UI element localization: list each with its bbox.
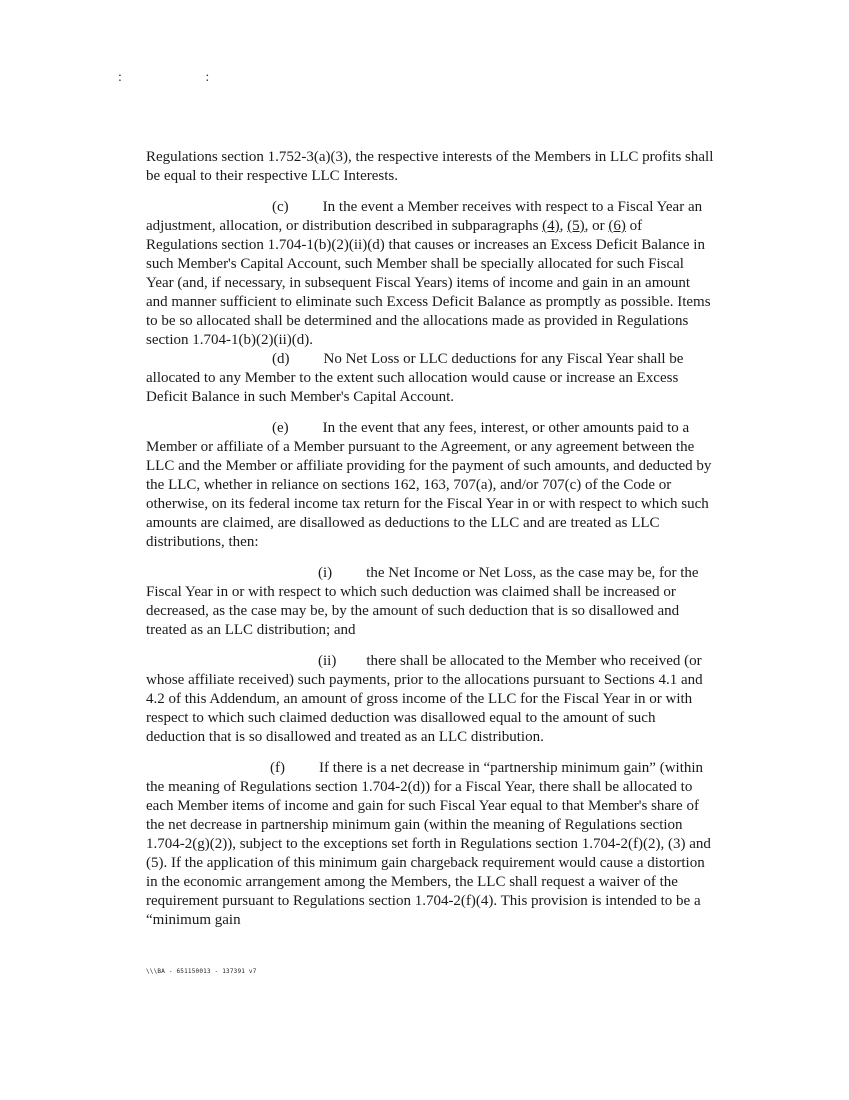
paragraph-d-text: No Net Loss or LLC deductions for any Fiscal Year shall be allocated to any Member to the extent such allocation would cause or increase an Excess Deficit Balance in such Member's Capital Account. xyxy=(146,351,684,405)
document-page xyxy=(146,148,714,942)
paragraph-f-text: If there is a net decrease in “partnership minimum gain” (within the meaning of Regulations section 1.704-2(d)) for a Fiscal Year, there shall be allocated to each Member items of income and gain for such Fiscal Year equal to that Member's share of the net decrease in partnership minimum gain (within the meaning of Regulations section 1.704-2(g)(2)), subject to the exceptions set forth in Regulations section 1.704-2(f)(2), (3) and (5). If the application of this minimum gain chargeback requirement would cause a distortion in the economic arrangement among the Members, the LLC shall request a waiver of the requirement pursuant to Regulations section 1.704-2(f)(4). This provision is intended to be a “minimum gain xyxy=(146,760,711,928)
paragraph-c-text-end: of Regulations section 1.704-1(b)(2)(ii)(d) that causes or increases an Excess Deficit Balance in such Member's Capital Account, such Member shall be specially allocated for such Fiscal Year (and, if necessary, in subsequent Fiscal Years) items of income and gain in an amount and manner sufficient to eliminate such Excess Deficit Balance as promptly as possible. Items to be so allocated shall be determined and the allocations made as provided in Regulations section 1.704-1(b)(2)(ii)(d). xyxy=(146,218,711,348)
paragraph-c-text-start: In the event a Member receives with respect to a Fiscal Year an adjustment, allocation, or distribution described in subparagraphs xyxy=(146,199,703,234)
paragraph-c-sep1: , xyxy=(559,218,568,234)
paragraph-c-sep2: , or xyxy=(584,218,609,234)
paragraph-c-label: (c) xyxy=(272,199,289,215)
paragraph-c xyxy=(146,198,714,350)
subparagraph-4-ref: (4) xyxy=(542,218,560,234)
subparagraph-5-ref: (5) xyxy=(567,218,585,234)
intro-paragraph xyxy=(146,148,714,186)
intro-text: Regulations section 1.752-3(a)(3), the respective interests of the Members in LLC profits shall be equal to their respective LLC Interests. xyxy=(146,149,714,184)
paragraph-f-label: (f) xyxy=(270,760,285,776)
paragraph-e-label: (e) xyxy=(272,420,289,436)
paragraph-e-ii-text: there shall be allocated to the Member who received (or whose affiliate received) such payments, prior to the allocations pursuant to Sections 4.1 and 4.2 of this Addendum, an amount of gross income of the LLC for the Fiscal Year in or with respect to which such claimed deduction was disallowed equal to the amount of such deduction that is so disallowed and treated as an LLC distribution. xyxy=(146,653,703,745)
paragraph-d-label: (d) xyxy=(272,351,290,367)
scan-marks: : : xyxy=(118,70,250,85)
subparagraph-6-ref: (6) xyxy=(608,218,626,234)
paragraph-e-text: In the event that any fees, interest, or other amounts paid to a Member or affiliate of a Member pursuant to the Agreement, or any agreement between the LLC and the Member or affiliate providing for the payment of such amounts, and deducted by the LLC, whether in reliance on sections 162, 163, 707(a), and/or 707(c) of the Code or otherwise, on its federal income tax return for the Fiscal Year in or with respect to which such amounts are claimed, are disallowed as deductions to the LLC and are treated as LLC distributions, then: xyxy=(146,420,712,550)
paragraph-e-ii-label: (ii) xyxy=(318,653,337,669)
paragraph-d xyxy=(146,350,714,407)
paragraph-e-ii xyxy=(146,652,714,747)
paragraph-f xyxy=(146,759,714,930)
paragraph-e-i-label: (i) xyxy=(318,565,333,581)
document-id-footer: \\\BA - 651150013 - 137391 v7 xyxy=(146,968,257,975)
paragraph-e-i-text: the Net Income or Net Loss, as the case may be, for the Fiscal Year in or with respect to which such deduction was claimed shall be increased or decreased, as the case may be, by the amount of such deduction that is so disallowed and treated as an LLC distribution; and xyxy=(146,565,699,638)
paragraph-e-i xyxy=(146,564,714,640)
paragraph-e xyxy=(146,419,714,552)
